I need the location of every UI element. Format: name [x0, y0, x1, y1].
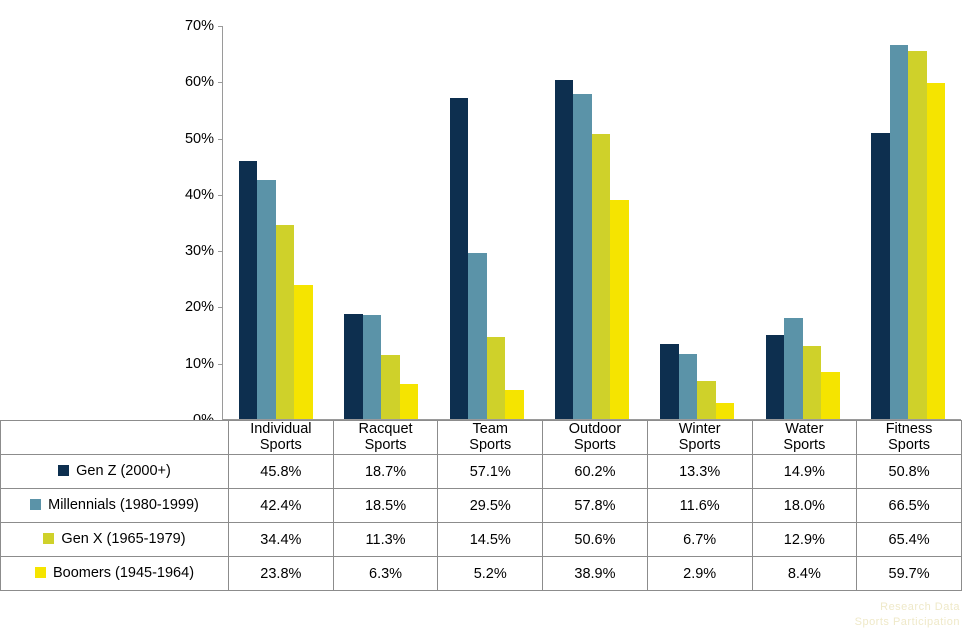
bar [803, 346, 822, 419]
bar [697, 381, 716, 419]
bar [610, 200, 629, 419]
bar-group-bars [555, 26, 629, 419]
bar [660, 344, 679, 419]
y-axis-tick-mark [218, 195, 223, 196]
category-label-line: Sports [364, 436, 407, 453]
table-row [1, 455, 962, 489]
table-value-cell: 11.3% [333, 523, 438, 557]
bar [344, 314, 363, 419]
category-label-line: Winter [678, 421, 721, 438]
bar [784, 318, 803, 419]
table-category-header [333, 421, 438, 455]
table-value-cell: 66.5% [857, 489, 962, 523]
y-axis-tick-mark [218, 364, 223, 365]
table-category-header [229, 421, 334, 455]
bar-group [856, 26, 961, 419]
bar [257, 180, 276, 419]
bar [276, 225, 295, 419]
bar [487, 337, 506, 419]
category-label-line: Sports [888, 436, 931, 453]
watermark-line-1: Research Data [880, 601, 960, 614]
table-value-cell: 29.5% [438, 489, 543, 523]
legend-color-swatch [43, 533, 54, 544]
category-label-line: Sports [783, 436, 826, 453]
bar-group-bars [344, 26, 418, 419]
bar-group-bars [450, 26, 524, 419]
category-label-line: Team [472, 421, 508, 438]
table-category-header [647, 421, 752, 455]
bar-group [645, 26, 750, 419]
bar [592, 134, 611, 419]
table-row [1, 557, 962, 591]
bar-group [434, 26, 539, 419]
category-label-line: Sports [259, 436, 302, 453]
y-axis-tick-label: 40% [184, 186, 214, 203]
legend-entry [1, 557, 229, 591]
table-category-header [438, 421, 543, 455]
category-label-line: Water [785, 421, 824, 438]
watermark-line-2: Sports Participation [854, 616, 960, 629]
table-category-header [857, 421, 962, 455]
table-value-cell: 60.2% [543, 455, 648, 489]
table-corner-cell [1, 421, 229, 455]
y-axis-tick-label: 50% [184, 130, 214, 147]
y-axis-tick-label: 30% [184, 243, 214, 260]
legend-color-swatch [58, 465, 69, 476]
table-value-cell: 57.8% [543, 489, 648, 523]
table-value-cell: 6.3% [333, 557, 438, 591]
bar [239, 161, 258, 419]
bar [381, 355, 400, 419]
table-value-cell: 59.7% [857, 557, 962, 591]
watermark [855, 600, 960, 630]
series-value-table [0, 420, 962, 591]
bar-group-bars [766, 26, 840, 419]
category-label-line: Outdoor [568, 421, 622, 438]
table-value-cell: 12.9% [752, 523, 857, 557]
table-category-row [1, 421, 962, 455]
table-value-cell: 14.5% [438, 523, 543, 557]
table-value-cell: 23.8% [229, 557, 334, 591]
y-axis-tick-mark [218, 82, 223, 83]
category-label-line: Individual [250, 421, 312, 438]
y-axis-tick-mark [218, 139, 223, 140]
bar [716, 403, 735, 419]
bar-group-bars [660, 26, 734, 419]
category-label-line: Sports [678, 436, 721, 453]
bar-groups [223, 26, 961, 419]
table-value-cell: 5.2% [438, 557, 543, 591]
table-value-cell: 6.7% [647, 523, 752, 557]
table-value-cell: 45.8% [229, 455, 334, 489]
category-label-line: Sports [574, 436, 616, 453]
legend-entry [1, 455, 229, 489]
table-value-cell: 34.4% [229, 523, 334, 557]
bar-group [539, 26, 644, 419]
category-label-line: Fitness [885, 421, 933, 438]
bar [294, 285, 313, 419]
legend-data-table [0, 420, 978, 591]
bar [679, 354, 698, 419]
table-value-cell: 18.5% [333, 489, 438, 523]
table-value-cell: 38.9% [543, 557, 648, 591]
bar-group-bars [239, 26, 313, 419]
bar [766, 335, 785, 419]
category-label-line: Sports [469, 436, 512, 453]
y-axis-tick-label: 60% [184, 74, 214, 91]
table-value-cell: 2.9% [647, 557, 752, 591]
table-row [1, 523, 962, 557]
y-axis-tick-label: 20% [184, 299, 214, 316]
table-value-cell: 18.7% [333, 455, 438, 489]
legend-color-swatch [35, 567, 46, 578]
bar [821, 372, 840, 419]
bar-group [223, 26, 328, 419]
bar [871, 133, 890, 419]
bar [927, 83, 946, 419]
table-value-cell: 57.1% [438, 455, 543, 489]
table-category-header [752, 421, 857, 455]
table-value-cell: 65.4% [857, 523, 962, 557]
y-axis-tick-mark [218, 307, 223, 308]
bar [890, 45, 909, 419]
table-value-cell: 50.8% [857, 455, 962, 489]
y-axis-tick-mark [218, 251, 223, 252]
bar [468, 253, 487, 419]
bar-group [328, 26, 433, 419]
legend-series-name: Millennials (1980-1999) [48, 497, 199, 514]
table-value-cell: 8.4% [752, 557, 857, 591]
bar-group [750, 26, 855, 419]
legend-color-swatch [30, 499, 41, 510]
bar [450, 98, 469, 419]
category-label-line: Racquet [358, 421, 413, 438]
table-value-cell: 42.4% [229, 489, 334, 523]
legend-series-name: Gen Z (2000+) [76, 463, 171, 480]
table-row [1, 489, 962, 523]
table-category-header [543, 421, 648, 455]
y-axis-tick-label: 70% [184, 18, 214, 34]
table-value-cell: 11.6% [647, 489, 752, 523]
plot-area [222, 26, 961, 420]
bar [573, 94, 592, 419]
bar [400, 384, 419, 419]
table-value-cell: 14.9% [752, 455, 857, 489]
y-axis-tick-labels [170, 18, 222, 424]
table-body [1, 421, 962, 591]
bar [908, 51, 927, 419]
bar-group-bars [871, 26, 945, 419]
bar [555, 80, 574, 419]
legend-series-name: Gen X (1965-1979) [61, 531, 186, 548]
y-axis-tick-mark [218, 26, 223, 27]
legend-entry [1, 489, 229, 523]
legend-entry [1, 523, 229, 557]
bar [505, 390, 524, 419]
table-value-cell: 13.3% [647, 455, 752, 489]
legend-series-name: Boomers (1945-1964) [52, 565, 195, 582]
table-value-cell: 18.0% [752, 489, 857, 523]
table-value-cell: 50.6% [543, 523, 648, 557]
bar [363, 315, 382, 419]
y-axis-tick-label: 10% [184, 355, 214, 372]
